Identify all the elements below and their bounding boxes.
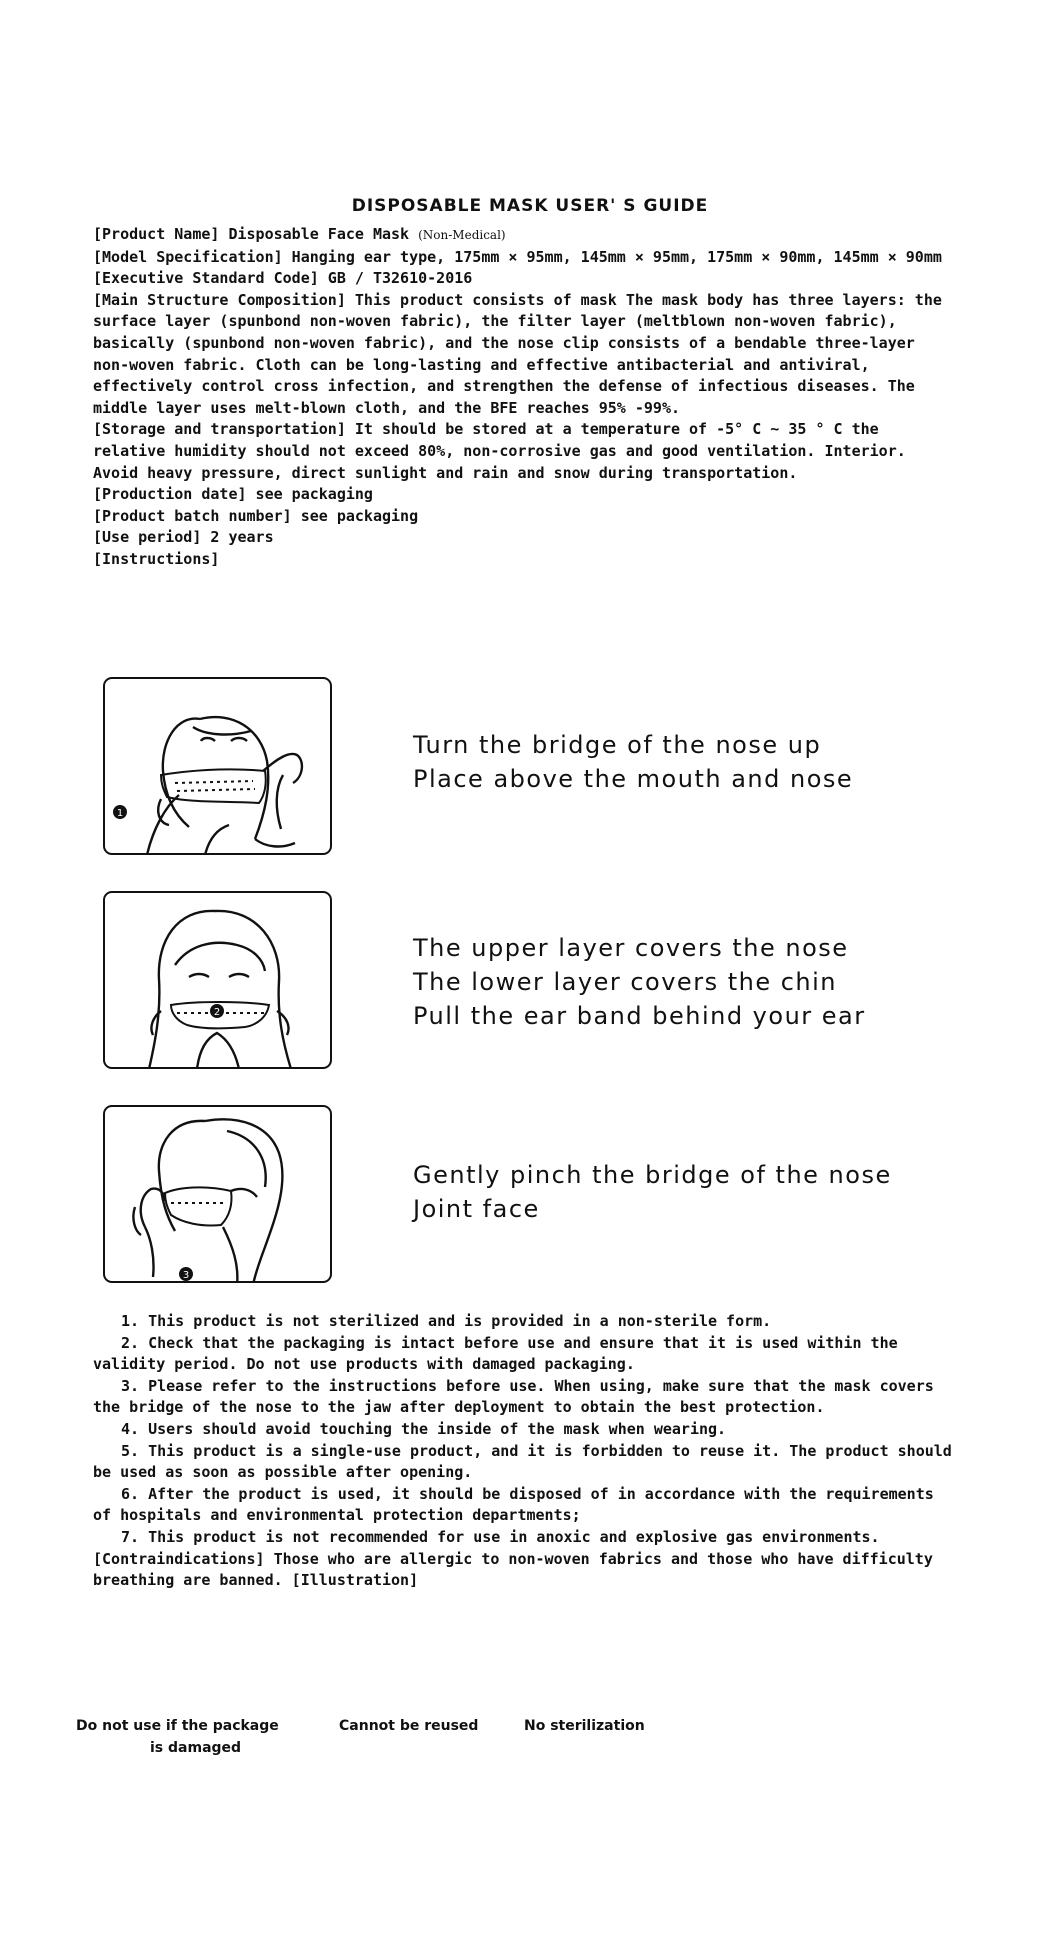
note-1: 1. This product is not sterilized and is provided in a non-sterile form.	[121, 1312, 772, 1330]
step-2-line-1: The upper layer covers the nose	[413, 934, 849, 962]
step-2-line-2: The lower layer covers the chin	[413, 968, 837, 996]
step-1-line-1: Turn the bridge of the nose up	[413, 731, 822, 759]
step-3-number-badge	[105, 1107, 332, 1283]
step-3-text	[413, 1158, 892, 1226]
step-2-line-3: Pull the ear band behind your ear	[413, 1002, 866, 1030]
model-spec-line: [Model Specification] Hanging ear type, 175mm × 95mm, 145mm × 95mm, 175mm × 90mm, 145mm × 90mm	[93, 247, 942, 266]
step-1-text	[413, 728, 853, 796]
step-3-line-2: Joint face	[413, 1195, 540, 1223]
document-title: DISPOSABLE MASK USER' S GUIDE	[351, 196, 709, 216]
warning-damaged-package-line-2: is damaged	[150, 1740, 242, 1756]
warning-damaged-package-line-1: Do not use if the package	[76, 1718, 279, 1734]
product-name-line: [Product Name] Disposable Face Mask (Non-Medical)	[93, 225, 506, 243]
step-3-line-1: Gently pinch the bridge of the nose	[413, 1161, 892, 1189]
product-spec-section	[93, 224, 953, 571]
note-6: 6. After the product is used, it should be disposed of in accordance with the requirements of hospitals and environmental protection departments;	[93, 1484, 934, 1525]
note-4: 4. Users should avoid touching the inside of the mask when wearing.	[121, 1419, 727, 1438]
step-3-number: 3	[182, 1270, 190, 1281]
step-1-number: 1	[116, 808, 124, 819]
step-2-text	[413, 931, 866, 1033]
precautions-section	[93, 1311, 953, 1592]
step-3-illustration	[103, 1105, 332, 1283]
contraindications: [Contraindications] Those who are allergic to non-woven fabrics and those who have difficulty breathing are banned. [Illustration]	[93, 1549, 933, 1590]
storage-paragraph: [Storage and transportation] It should be stored at a temperature of -5° C ~ 35 ° C the relative humidity should not exceed 80%, non-corrosive gas and good ventilation. Interior. Avoid heavy pressure, direct sunlight and rain and snow during transportation.	[93, 420, 915, 482]
note-5: 5. This product is a single-use product, and it is forbidden to reuse it. The product should be used as soon as possible after opening.	[93, 1441, 952, 1482]
instructions-heading: [Instructions]	[93, 549, 220, 568]
step-1-line-2: Place above the mouth and nose	[413, 765, 854, 793]
step-1-illustration	[103, 677, 332, 855]
note-2: 2. Check that the packaging is intact before use and ensure that it is used within the validity period. Do not use products with damaged packaging.	[93, 1333, 898, 1374]
step-1-number-badge	[105, 679, 332, 855]
warning-no-reuse: Cannot be reused	[339, 1718, 479, 1734]
note-7: 7. This product is not recommended for use in anoxic and explosive gas environments.	[121, 1527, 880, 1546]
step-2-illustration	[103, 891, 332, 1069]
step-2-number-badge	[105, 893, 332, 1069]
use-period-line: [Use period] 2 years	[93, 528, 274, 547]
structure-paragraph: [Main Structure Composition] This product consists of mask The mask body has three layers: the surface layer (spunbond non-woven fabric), the filter layer (meltblown non-woven fabric), basically (spunbond non-woven fabric), and the nose clip consists of a bendable three-layer non-woven fabric. Cloth can be long-lasting and effective antibacterial and antiviral, effectively control cross infection, and strengthen the defense of infectious diseases. The middle layer uses melt-blown cloth, and the BFE reaches 95% -99%.	[93, 290, 951, 417]
product-name-note: (Non-Medical)	[418, 228, 506, 242]
step-2-number: 2	[213, 1007, 221, 1018]
warning-no-sterilization: No sterilization	[524, 1718, 645, 1734]
production-date-line: [Production date] see packaging	[93, 485, 373, 504]
batch-number-line: [Product batch number] see packaging	[93, 506, 419, 525]
standard-line: [Executive Standard Code] GB / T32610-2016	[93, 269, 473, 288]
footer-warnings	[76, 1718, 776, 1768]
note-3: 3. Please refer to the instructions before use. When using, make sure that the mask covers the bridge of the nose to the jaw after deployment to obtain the best protection.	[93, 1376, 934, 1417]
